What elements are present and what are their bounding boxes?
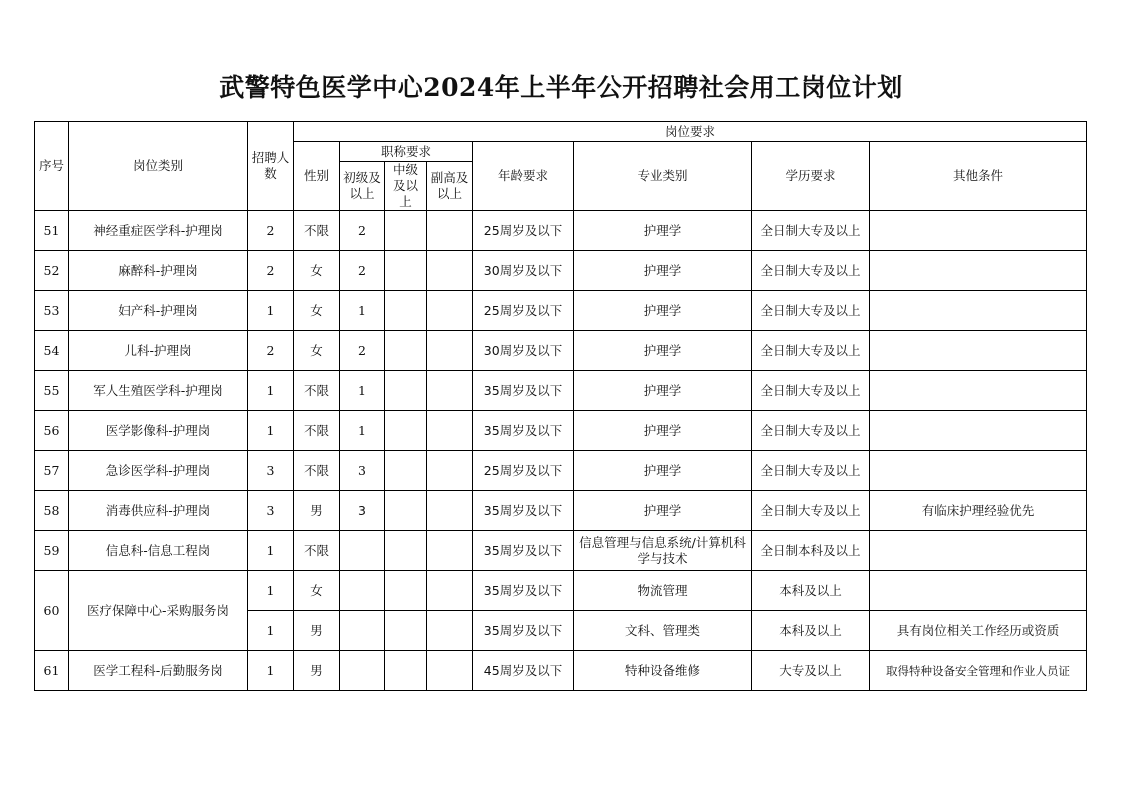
cell-junior: 1: [340, 291, 385, 331]
cell-gender: 女: [294, 331, 340, 371]
table-row: [35, 651, 1087, 691]
cell-education: 全日制本科及以上: [752, 531, 870, 571]
cell-seq: 53: [35, 291, 69, 331]
cell-count: 1: [248, 531, 294, 571]
header-recruit-count: 招聘人数: [248, 122, 294, 211]
cell-associate-senior: [427, 611, 473, 651]
cell-major: 护理学: [574, 251, 752, 291]
cell-count: 3: [248, 491, 294, 531]
cell-seq: 54: [35, 331, 69, 371]
cell-age: 35周岁及以下: [473, 531, 574, 571]
cell-other: [870, 291, 1087, 331]
cell-age: 30周岁及以下: [473, 331, 574, 371]
cell-intermediate: [385, 491, 427, 531]
cell-seq: 61: [35, 651, 69, 691]
cell-gender: 女: [294, 251, 340, 291]
cell-count: 2: [248, 211, 294, 251]
cell-intermediate: [385, 211, 427, 251]
cell-intermediate: [385, 251, 427, 291]
cell-associate-senior: [427, 411, 473, 451]
cell-position: 医学工程科-后勤服务岗: [69, 651, 248, 691]
cell-age: 25周岁及以下: [473, 291, 574, 331]
cell-junior: 2: [340, 331, 385, 371]
cell-intermediate: [385, 531, 427, 571]
cell-position: 医学影像科-护理岗: [69, 411, 248, 451]
cell-associate-senior: [427, 651, 473, 691]
cell-age: 45周岁及以下: [473, 651, 574, 691]
cell-education: 本科及以上: [752, 611, 870, 651]
cell-gender: 不限: [294, 451, 340, 491]
cell-other: [870, 531, 1087, 571]
document-title: 武警特色医学中心2024年上半年公开招聘社会用工岗位计划: [219, 73, 903, 102]
cell-junior: [340, 571, 385, 611]
cell-gender: 女: [294, 291, 340, 331]
cell-seq: 55: [35, 371, 69, 411]
cell-junior: 3: [340, 451, 385, 491]
cell-intermediate: [385, 611, 427, 651]
cell-position: 医疗保障中心-采购服务岗: [69, 571, 248, 651]
header-education: 学历要求: [752, 142, 870, 211]
cell-count: 3: [248, 451, 294, 491]
cell-associate-senior: [427, 251, 473, 291]
cell-major: 护理学: [574, 451, 752, 491]
cell-major: 护理学: [574, 211, 752, 251]
cell-education: 全日制大专及以上: [752, 331, 870, 371]
cell-position: 麻醉科-护理岗: [69, 251, 248, 291]
table-row: [35, 331, 1087, 371]
cell-associate-senior: [427, 531, 473, 571]
cell-associate-senior: [427, 211, 473, 251]
cell-gender: 不限: [294, 371, 340, 411]
table-row: [35, 251, 1087, 291]
cell-age: 25周岁及以下: [473, 211, 574, 251]
cell-major: 信息管理与信息系统/计算机科学与技术: [574, 531, 752, 571]
header-position-requirements: 岗位要求: [294, 122, 1087, 142]
table-row: [35, 371, 1087, 411]
cell-seq: 57: [35, 451, 69, 491]
header-age: 年龄要求: [473, 142, 574, 211]
cell-position: 军人生殖医学科-护理岗: [69, 371, 248, 411]
cell-other: [870, 251, 1087, 291]
cell-gender: 不限: [294, 211, 340, 251]
cell-major: 护理学: [574, 491, 752, 531]
table-row: [35, 451, 1087, 491]
header-title-requirements: 职称要求: [340, 142, 473, 162]
cell-intermediate: [385, 371, 427, 411]
cell-major: 特种设备维修: [574, 651, 752, 691]
cell-education: 全日制大专及以上: [752, 211, 870, 251]
cell-education: 本科及以上: [752, 571, 870, 611]
cell-gender: 男: [294, 651, 340, 691]
table-row: [35, 571, 1087, 611]
cell-age: 35周岁及以下: [473, 571, 574, 611]
cell-position: 信息科-信息工程岗: [69, 531, 248, 571]
cell-other: [870, 411, 1087, 451]
cell-junior: 1: [340, 371, 385, 411]
cell-gender: 女: [294, 571, 340, 611]
header-major: 专业类别: [574, 142, 752, 211]
cell-other: 具有岗位相关工作经历或资质: [870, 611, 1087, 651]
cell-count: 1: [248, 371, 294, 411]
table-row: [35, 531, 1087, 571]
cell-age: 35周岁及以下: [473, 611, 574, 651]
table-row: [35, 411, 1087, 451]
cell-age: 25周岁及以下: [473, 451, 574, 491]
table-body: [35, 211, 1087, 691]
cell-junior: [340, 651, 385, 691]
cell-associate-senior: [427, 491, 473, 531]
cell-intermediate: [385, 451, 427, 491]
cell-gender: 不限: [294, 531, 340, 571]
cell-position: 神经重症医学科-护理岗: [69, 211, 248, 251]
cell-seq: 52: [35, 251, 69, 291]
cell-age: 30周岁及以下: [473, 251, 574, 291]
cell-education: 全日制大专及以上: [752, 491, 870, 531]
header-associate-senior: 副高及以上: [427, 162, 473, 211]
cell-count: 1: [248, 571, 294, 611]
cell-position: 消毒供应科-护理岗: [69, 491, 248, 531]
cell-other: 取得特种设备安全管理和作业人员证: [870, 651, 1087, 691]
cell-intermediate: [385, 651, 427, 691]
cell-gender: 男: [294, 611, 340, 651]
cell-other: [870, 371, 1087, 411]
cell-other: 有临床护理经验优先: [870, 491, 1087, 531]
header-other: 其他条件: [870, 142, 1087, 211]
cell-other: [870, 211, 1087, 251]
cell-intermediate: [385, 571, 427, 611]
cell-major: 护理学: [574, 291, 752, 331]
cell-associate-senior: [427, 571, 473, 611]
cell-associate-senior: [427, 451, 473, 491]
cell-junior: 2: [340, 251, 385, 291]
cell-age: 35周岁及以下: [473, 491, 574, 531]
cell-count: 1: [248, 291, 294, 331]
cell-intermediate: [385, 411, 427, 451]
cell-count: 1: [248, 411, 294, 451]
cell-position: 妇产科-护理岗: [69, 291, 248, 331]
cell-intermediate: [385, 331, 427, 371]
cell-associate-senior: [427, 371, 473, 411]
header-gender: 性别: [294, 142, 340, 211]
table-row: [35, 291, 1087, 331]
cell-gender: 不限: [294, 411, 340, 451]
cell-intermediate: [385, 291, 427, 331]
cell-major: 文科、管理类: [574, 611, 752, 651]
cell-junior: 2: [340, 211, 385, 251]
cell-junior: 1: [340, 411, 385, 451]
recruitment-plan-table: [34, 121, 1087, 691]
cell-education: 全日制大专及以上: [752, 451, 870, 491]
cell-education: 大专及以上: [752, 651, 870, 691]
cell-count: 2: [248, 331, 294, 371]
cell-junior: [340, 531, 385, 571]
cell-associate-senior: [427, 291, 473, 331]
cell-junior: [340, 611, 385, 651]
table-header: [35, 122, 1087, 211]
table-row: [35, 491, 1087, 531]
cell-major: 护理学: [574, 411, 752, 451]
cell-education: 全日制大专及以上: [752, 251, 870, 291]
cell-other: [870, 331, 1087, 371]
cell-seq: 60: [35, 571, 69, 651]
cell-associate-senior: [427, 331, 473, 371]
cell-seq: 58: [35, 491, 69, 531]
cell-major: 护理学: [574, 331, 752, 371]
cell-count: 1: [248, 611, 294, 651]
cell-age: 35周岁及以下: [473, 371, 574, 411]
cell-count: 2: [248, 251, 294, 291]
cell-education: 全日制大专及以上: [752, 291, 870, 331]
cell-other: [870, 571, 1087, 611]
cell-major: 物流管理: [574, 571, 752, 611]
cell-seq: 56: [35, 411, 69, 451]
cell-seq: 59: [35, 531, 69, 571]
cell-age: 35周岁及以下: [473, 411, 574, 451]
cell-major: 护理学: [574, 371, 752, 411]
cell-seq: 51: [35, 211, 69, 251]
header-intermediate: 中级及以上: [385, 162, 427, 211]
header-seq: 序号: [35, 122, 69, 211]
cell-count: 1: [248, 651, 294, 691]
cell-junior: 3: [340, 491, 385, 531]
cell-other: [870, 451, 1087, 491]
cell-gender: 男: [294, 491, 340, 531]
table-row: [35, 211, 1087, 251]
cell-position: 急诊医学科-护理岗: [69, 451, 248, 491]
cell-education: 全日制大专及以上: [752, 411, 870, 451]
cell-position: 儿科-护理岗: [69, 331, 248, 371]
header-position-category: 岗位类别: [69, 122, 248, 211]
cell-education: 全日制大专及以上: [752, 371, 870, 411]
header-junior: 初级及以上: [340, 162, 385, 211]
